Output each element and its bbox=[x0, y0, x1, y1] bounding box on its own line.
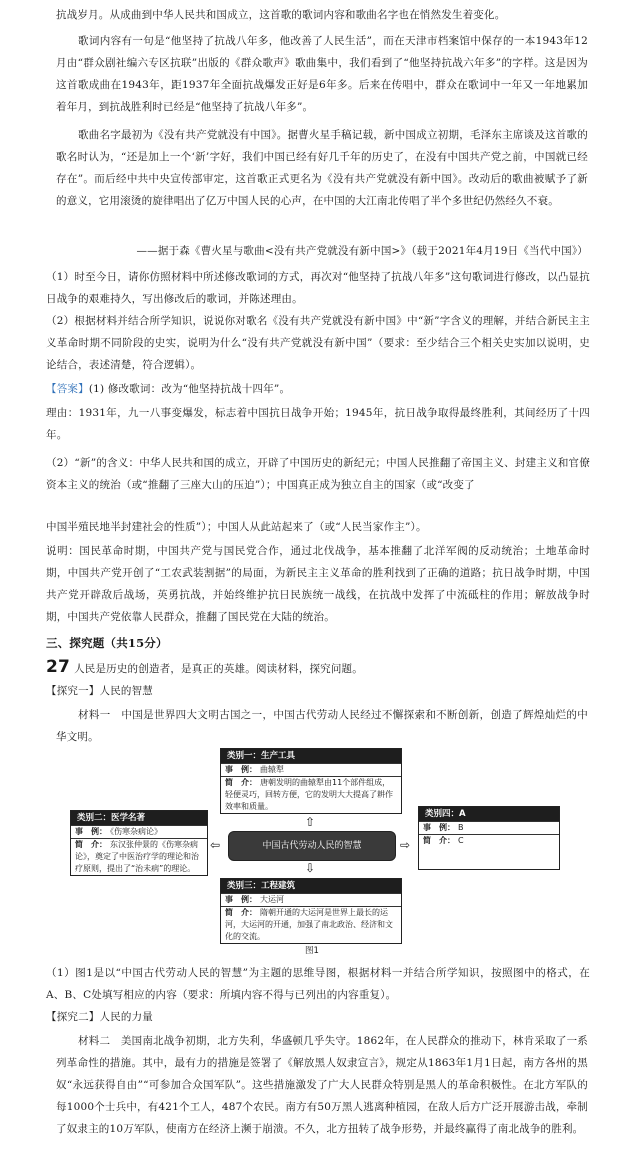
answer-reason: 理由：1931年，九一八事变爆发，标志着中国抗日战争开始；1945年，抗日战争取得最终胜利，其间经历了十四年。 bbox=[46, 407, 590, 441]
answer-explanation: 说明：国民革命时期，中国共产党与国民党合作，通过北伐战争，基本推翻了北洋军阀的反动统治；土地革命时期，中国共产党开创了“工农武装割据”的局面，为新民主主义革命的胜利找到了正确的道路；抗日战争时期，中国共产党开辟敌后战场，英勇抗战，并始终维护抗日民族统一战线，在抗战中发挥了中流砥柱的作用；解放战争时期，中国共产党依靠人民群众，推翻了国民党在大陆的统治。 bbox=[46, 545, 590, 623]
category-2-box bbox=[70, 810, 208, 876]
question-2: （2）根据材料并结合所学知识，说说你对歌名《没有共产党就没有新中国》中“新”字含义的理解，并结合新民主主义革命时期不同阶段的史实，说明为什么“没有共产党就没有新中国”（要求：至少结合三个相关史实加以说明，史论结合，表述清楚，符合逻辑）。 bbox=[46, 315, 590, 371]
category-4-title: 类别四：A bbox=[419, 807, 559, 821]
category-1-example: 事 例： 曲辕犁 bbox=[221, 763, 401, 776]
category-1-title: 类别一：生产工具 bbox=[221, 749, 401, 763]
arrow-up-icon: ⇧ bbox=[305, 815, 316, 829]
arrow-left-icon: ⇦ bbox=[210, 838, 221, 852]
category-2-intro: 简 介： 东汉张仲景的《伤寒杂病论》，奠定了中医治疗学的理论和治疗原则，提出了“治未病”的理论。 bbox=[71, 838, 207, 875]
category-1-intro: 简 介： 唐朝发明的曲辕犁由11个部件组成，轻便灵巧，回转方便，它的发明大大提高了耕作效率和质量。 bbox=[221, 776, 401, 813]
material-2: 材料二 美国南北战争初期，北方失利，华盛顿几乎失守。1862年，在人民群众的推动下，林肯采取了一系列革命性的措施。其中，最有力的措施是签署了《解放黑人奴隶宣言》，规定从1863年1月1日起，南方各州的黑奴“永远获得自由”“可参加合众国军队”。这些措施激发了广大人民群众特别是黑人的革命积极性。在北方军队的每1000个士兵中，有421个工人，487个农民。南方有50万黑人逃离种植园，在敌人后方广泛开展游击战，牵制了奴隶主的10万军队，使南方在经济上濒于崩溃。不久，北方扭转了战争形势，并最终赢得了南北战争的胜利。 bbox=[56, 1035, 588, 1135]
para-line-0: 抗战岁月。从成曲到中华人民共和国成立，这首歌的歌词内容和歌曲名字也在悄然发生着变化。 bbox=[56, 9, 506, 21]
category-3-title: 类别三：工程建筑 bbox=[221, 879, 401, 893]
question-27-text: 人民是历史的创造者，是真正的英雄。阅读材料，探究问题。 bbox=[74, 663, 363, 675]
inquiry-1-heading: 【探究一】人民的智慧 bbox=[46, 685, 153, 697]
question-27-intro bbox=[46, 656, 590, 680]
answer-1-text: (1) 修改歌词：改为“他坚持抗战十四年”。 bbox=[88, 383, 291, 395]
para-title-change: 歌曲名字最初为《没有共产党就没有中国》。据曹火星手稿记载，新中国成立初期，毛泽东主席谈及这首歌的歌名时认为，“还是加上一个‘新’字好，我们中国已经有好几千年的历史了，在没有中国共产党之前，中国就已经存在”。而后经中共中央宣传部审定，这首歌正式更名为《没有共产党就没有新中国》。改动后的歌曲被赋予了新的意义，它用滚烫的旋律唱出了亿万中国人民的心声，在中国的大江南北传唱了半个多世纪仍然经久不衰。 bbox=[56, 129, 588, 207]
category-3-example: 事 例： 大运河 bbox=[221, 893, 401, 906]
category-3-box bbox=[220, 878, 402, 944]
answer-tag: 【答案】 bbox=[46, 383, 89, 395]
category-4-intro: 简 介： C bbox=[419, 834, 559, 869]
mind-map-center: 中国古代劳动人民的智慧 bbox=[228, 831, 396, 861]
answer-1 bbox=[46, 378, 590, 400]
category-4-example: 事 例： B bbox=[419, 821, 559, 834]
category-2-title: 类别二：医学名著 bbox=[71, 811, 207, 825]
category-4-box bbox=[418, 806, 560, 870]
answer-2-cont: 中国半殖民地半封建社会的性质”）；中国人从此站起来了（或“人民当家作主”）。 bbox=[46, 521, 427, 533]
arrow-down-icon: ⇩ bbox=[305, 861, 316, 875]
question-27-1: （1）图1是以“中国古代劳动人民的智慧”为主题的思维导图，根据材料一并结合所学知识，按照图中的格式，在A、B、C处填写相应的内容（要求：所填内容不得与已列出的内容重复）。 bbox=[46, 967, 590, 1001]
section-heading: 三、探究题（共15分） bbox=[46, 636, 168, 650]
category-3-intro: 简 介： 隋朝开通的大运河是世界上最长的运河，大运河的开通，加强了南北政治、经济和文化的交流。 bbox=[221, 906, 401, 943]
question-1: （1）时至今日，请你仿照材料中所述修改歌词的方式，再次对“他坚持了抗战八年多”这句歌词进行修改，以凸显抗日战争的艰难持久，写出修改后的歌词，并陈述理由。 bbox=[46, 271, 590, 305]
mind-map-figure bbox=[60, 748, 564, 958]
answer-2: （2）“新”的含义：中华人民共和国的成立，开辟了中国历史的新纪元；中国人民推翻了帝国主义、封建主义和官僚资本主义的统治（或“推翻了三座大山的压迫”）；中国真正成为独立自主的国家（或“改变了 bbox=[46, 457, 590, 491]
inquiry-2-heading: 【探究二】人民的力量 bbox=[46, 1011, 153, 1023]
material-1: 材料一 中国是世界四大文明古国之一，中国古代劳动人民经过不懈探索和不断创新，创造了辉煌灿烂的中华文明。 bbox=[56, 709, 588, 743]
figure-caption: 图1 bbox=[305, 946, 319, 956]
arrow-right-icon: ⇨ bbox=[400, 838, 411, 852]
category-2-example: 事 例： 《伤寒杂病论》 bbox=[71, 825, 207, 838]
question-number: 27 bbox=[46, 657, 71, 677]
source-citation: ——据于森《曹火星与歌曲<没有共产党就没有新中国>》（载于2021年4月19日《当代中国》） bbox=[136, 245, 588, 257]
category-1-box bbox=[220, 748, 402, 814]
para-lyrics: 歌词内容有一句是“他坚持了抗战八年多，他改善了人民生活”，而在天津市档案馆中保存的一本1943年12月由“群众剧社编六专区抗联”出版的《群众歌声》歌曲集中，我们看到了“他坚持抗战六年多”的字样。这是因为这首歌成曲在1943年，距1937年全面抗战爆发正好是6年多。后来在传唱中，群众在歌词中一年又一年地累加着年月，到抗战胜利时已经是“他坚持了抗战八年多”。 bbox=[56, 35, 588, 113]
